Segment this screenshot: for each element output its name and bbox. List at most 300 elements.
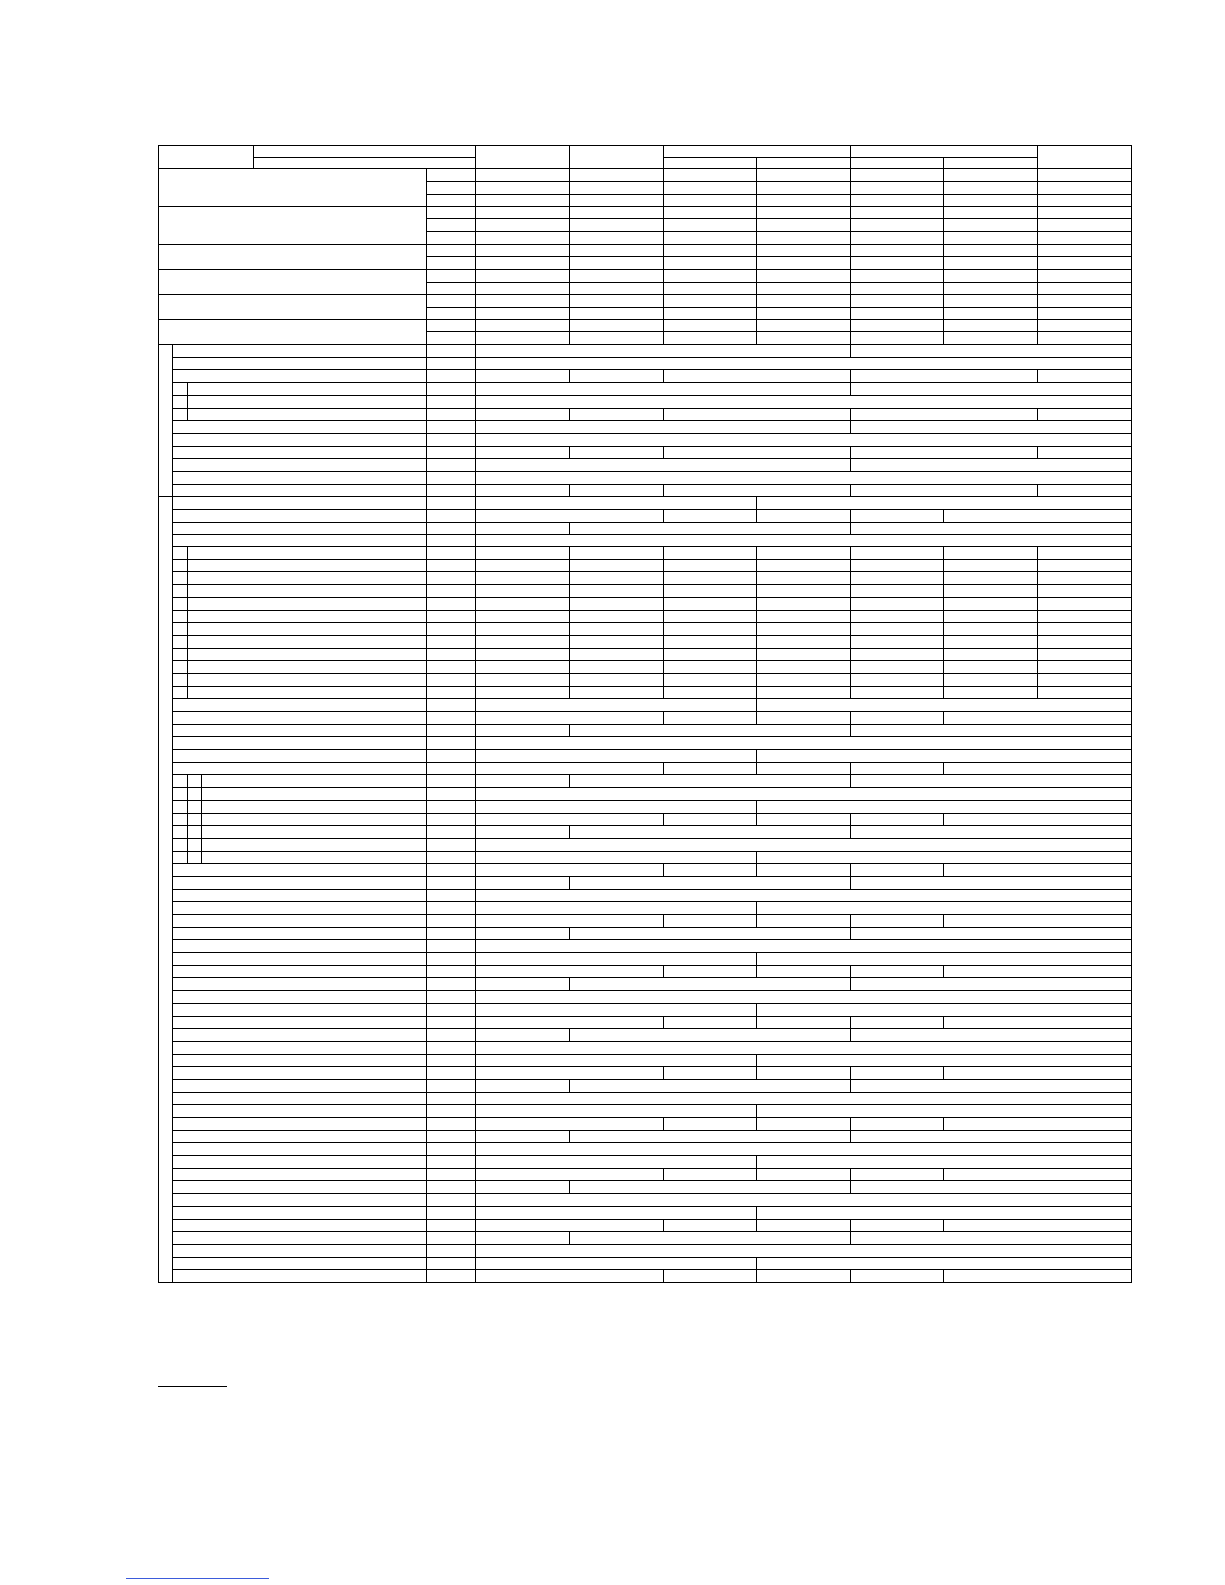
perf-label [158, 269, 427, 295]
subgroup-edge [172, 584, 188, 598]
value-cell [1037, 571, 1132, 585]
value-cell [1037, 231, 1132, 245]
value-cell [475, 774, 570, 788]
spec-label [187, 584, 427, 598]
unit-cell [426, 1142, 476, 1156]
value-cell [475, 901, 757, 915]
value-cell [475, 509, 664, 523]
subgroup-edge [187, 825, 202, 839]
spec-label [187, 546, 427, 560]
section-indoor [158, 344, 173, 497]
spec-label [172, 496, 427, 510]
unit-cell [426, 168, 476, 182]
subgroup-edge [172, 597, 188, 611]
value-cell [943, 509, 1132, 523]
value-cell [475, 977, 570, 991]
unit-cell [426, 1180, 476, 1194]
unit-cell [426, 838, 476, 852]
perf-label [158, 319, 427, 345]
value-cell [756, 800, 1132, 814]
spec-label [172, 901, 427, 915]
spec-label [187, 660, 427, 674]
spec-label [172, 1244, 427, 1258]
unit-cell [426, 1003, 476, 1017]
unit-cell [426, 1117, 476, 1131]
subgroup-edge [187, 774, 202, 788]
value-cell [756, 1003, 1132, 1017]
spec-label [172, 1142, 427, 1156]
value-cell [756, 231, 851, 245]
subgroup-edge [172, 825, 188, 839]
unit-cell [426, 698, 476, 712]
value-cell [475, 218, 570, 232]
value-cell [756, 1155, 1132, 1169]
value-cell [569, 977, 851, 991]
value-cell [569, 369, 664, 383]
value-cell [850, 711, 944, 725]
value-cell [663, 256, 757, 270]
value-cell [1037, 597, 1132, 611]
value-cell [943, 181, 1038, 195]
subgroup-edge [172, 635, 188, 649]
unit-cell [426, 749, 476, 763]
subgroup-edge [172, 800, 188, 814]
value-cell [943, 863, 1132, 877]
value-cell [475, 1193, 1132, 1207]
spec-label [172, 1104, 427, 1118]
value-cell [663, 168, 757, 182]
value-cell [663, 863, 757, 877]
value-cell [475, 1117, 664, 1131]
spec-label [201, 787, 427, 801]
spec-label [172, 433, 427, 447]
value-cell [850, 673, 944, 687]
value-cell [850, 382, 1132, 396]
value-cell [475, 584, 570, 598]
value-cell [475, 1231, 570, 1245]
unit-cell [426, 231, 476, 245]
value-cell [475, 711, 664, 725]
unit-cell [426, 1193, 476, 1207]
spec-label [172, 1028, 427, 1042]
value-cell [756, 914, 851, 928]
value-cell [943, 294, 1038, 308]
value-cell [663, 622, 757, 636]
unit-cell [426, 774, 476, 788]
value-cell [663, 597, 757, 611]
unit-cell [426, 635, 476, 649]
value-cell [850, 1079, 1132, 1093]
subgroup-edge [172, 774, 188, 788]
value-cell [850, 1117, 944, 1131]
value-cell [569, 1231, 851, 1245]
value-cell [475, 736, 1132, 750]
unit-cell [426, 1231, 476, 1245]
value-cell [756, 698, 1132, 712]
value-cell [943, 269, 1038, 283]
value-cell [850, 458, 1132, 472]
spec-label [172, 1041, 427, 1055]
value-cell [475, 1244, 1132, 1258]
value-cell [943, 711, 1132, 725]
value-cell [663, 331, 757, 345]
subgroup-edge [172, 660, 188, 674]
unit-cell [426, 876, 476, 890]
value-cell [663, 546, 757, 560]
value-cell [850, 1028, 1132, 1042]
value-cell [569, 571, 664, 585]
value-cell [569, 635, 664, 649]
value-cell [1037, 168, 1132, 182]
spec-label [172, 863, 427, 877]
value-cell [1037, 256, 1132, 270]
subgroup-edge [172, 673, 188, 687]
spec-label [172, 344, 427, 358]
value-cell [475, 168, 570, 182]
value-cell [475, 863, 664, 877]
value-cell [569, 231, 664, 245]
value-cell [663, 509, 757, 523]
unit-cell [426, 344, 476, 358]
value-cell [569, 660, 664, 674]
unit-cell [426, 433, 476, 447]
value-cell [475, 1142, 1132, 1156]
value-cell [569, 546, 664, 560]
value-cell [475, 1206, 757, 1220]
value-cell [756, 181, 851, 195]
spec-label [172, 1206, 427, 1220]
value-cell [663, 1066, 757, 1080]
value-cell [569, 622, 664, 636]
value-cell [475, 990, 1132, 1004]
subgroup-edge [172, 838, 188, 852]
value-cell [475, 1155, 757, 1169]
value-cell [756, 597, 851, 611]
value-cell [756, 584, 851, 598]
value-cell [756, 711, 851, 725]
value-cell [569, 876, 851, 890]
unit-cell [426, 939, 476, 953]
value-cell [756, 269, 851, 283]
value-cell [756, 1206, 1132, 1220]
value-cell [756, 571, 851, 585]
value-cell [1037, 369, 1132, 383]
value-cell [850, 635, 944, 649]
value-cell [756, 1066, 851, 1080]
value-cell [475, 382, 851, 396]
unit-cell [426, 269, 476, 283]
unit-cell [426, 256, 476, 270]
spec-label [172, 1155, 427, 1169]
value-cell [756, 749, 1132, 763]
value-cell [850, 1066, 944, 1080]
value-cell [850, 546, 944, 560]
unit-cell [426, 471, 476, 485]
value-cell [850, 977, 1132, 991]
spec-label [187, 597, 427, 611]
header-col-1 [475, 145, 570, 169]
value-cell [850, 369, 1038, 383]
value-cell [943, 597, 1038, 611]
unit-cell [426, 1028, 476, 1042]
value-cell [663, 1269, 757, 1283]
unit-cell [426, 395, 476, 409]
value-cell [850, 597, 944, 611]
spec-label [172, 1003, 427, 1017]
unit-cell [426, 1155, 476, 1169]
perf-label [158, 244, 427, 270]
value-cell [1037, 331, 1132, 345]
subgroup-edge [172, 546, 188, 560]
value-cell [569, 218, 664, 232]
value-cell [475, 1041, 1132, 1055]
value-cell [663, 181, 757, 195]
unit-cell [426, 1244, 476, 1258]
value-cell [850, 256, 944, 270]
perf-label [158, 294, 427, 320]
value-cell [850, 914, 944, 928]
value-cell [475, 660, 570, 674]
value-cell [756, 496, 1132, 510]
value-cell [850, 571, 944, 585]
value-cell [756, 1104, 1132, 1118]
value-cell [475, 939, 1132, 953]
value-cell [943, 635, 1038, 649]
value-cell [943, 331, 1038, 345]
value-cell [663, 584, 757, 598]
value-cell [1037, 181, 1132, 195]
value-cell [475, 698, 757, 712]
unit-cell [426, 673, 476, 687]
header-corner [158, 145, 254, 169]
value-cell [850, 344, 1132, 358]
value-cell [475, 673, 570, 687]
unit-cell [426, 736, 476, 750]
value-cell [1037, 673, 1132, 687]
value-cell [756, 168, 851, 182]
spec-label [172, 914, 427, 928]
spec-label [201, 774, 427, 788]
subgroup-edge [172, 787, 188, 801]
unit-cell [426, 1206, 476, 1220]
value-cell [850, 181, 944, 195]
value-cell [943, 622, 1038, 636]
value-cell [475, 1003, 757, 1017]
spec-label [172, 711, 427, 725]
spec-label [187, 395, 427, 409]
perf-label [158, 168, 427, 207]
value-cell [1037, 635, 1132, 649]
value-cell [943, 168, 1038, 182]
value-cell [569, 1028, 851, 1042]
value-cell [1037, 546, 1132, 560]
value-cell [756, 218, 851, 232]
value-cell [943, 546, 1038, 560]
value-cell [850, 218, 944, 232]
value-cell [1037, 218, 1132, 232]
spec-label [187, 382, 427, 396]
value-cell [663, 711, 757, 725]
header-col-7 [1037, 145, 1132, 169]
value-cell [475, 876, 570, 890]
value-cell [1037, 660, 1132, 674]
value-cell [756, 294, 851, 308]
value-cell [475, 269, 570, 283]
value-cell [756, 1117, 851, 1131]
value-cell [850, 168, 944, 182]
unit-cell [426, 787, 476, 801]
unit-cell [426, 509, 476, 523]
unit-cell [426, 622, 476, 636]
value-cell [1037, 294, 1132, 308]
value-cell [850, 509, 944, 523]
value-cell [569, 774, 851, 788]
unit-cell [426, 977, 476, 991]
value-cell [850, 1231, 1132, 1245]
value-cell [475, 420, 851, 434]
spec-label [172, 1117, 427, 1131]
value-cell [850, 294, 944, 308]
value-cell [475, 1104, 757, 1118]
value-cell [943, 1066, 1132, 1080]
value-cell [943, 914, 1132, 928]
value-cell [756, 660, 851, 674]
perf-label [158, 206, 427, 245]
unit-cell [426, 369, 476, 383]
subgroup-edge [172, 571, 188, 585]
value-cell [475, 1079, 570, 1093]
spec-label [172, 1269, 427, 1283]
spec-label [187, 571, 427, 585]
unit-cell [426, 800, 476, 814]
value-cell [756, 901, 1132, 915]
value-cell [943, 218, 1038, 232]
value-cell [1037, 584, 1132, 598]
value-cell [756, 863, 851, 877]
value-cell [475, 331, 570, 345]
footer-link-underline [126, 1578, 269, 1579]
unit-cell [426, 496, 476, 510]
unit-cell [426, 825, 476, 839]
unit-cell [426, 952, 476, 966]
unit-cell [426, 1066, 476, 1080]
value-cell [569, 168, 664, 182]
value-cell [475, 458, 851, 472]
value-cell [569, 597, 664, 611]
value-cell [943, 231, 1038, 245]
value-cell [756, 546, 851, 560]
value-cell [943, 673, 1038, 687]
value-cell [943, 584, 1038, 598]
value-cell [475, 1269, 664, 1283]
value-cell [663, 673, 757, 687]
unit-cell [426, 382, 476, 396]
unit-cell [426, 914, 476, 928]
value-cell [475, 749, 757, 763]
value-cell [475, 571, 570, 585]
spec-label [172, 698, 427, 712]
spec-label [172, 952, 427, 966]
header-col-2 [569, 145, 664, 169]
value-cell [569, 331, 664, 345]
value-cell [850, 331, 944, 345]
spec-label [201, 825, 427, 839]
unit-cell [426, 571, 476, 585]
unit-cell [426, 1079, 476, 1093]
value-cell [756, 673, 851, 687]
unit-cell [426, 597, 476, 611]
spec-label [172, 458, 427, 472]
value-cell [663, 571, 757, 585]
value-cell [663, 269, 757, 283]
spec-label [172, 1231, 427, 1245]
spec-label [172, 471, 427, 485]
subgroup-edge [172, 622, 188, 636]
subgroup-edge [187, 800, 202, 814]
value-cell [475, 1028, 570, 1042]
value-cell [569, 181, 664, 195]
value-cell [663, 635, 757, 649]
value-cell [850, 825, 1132, 839]
value-cell [663, 294, 757, 308]
value-cell [850, 231, 944, 245]
value-cell [475, 256, 570, 270]
unit-cell [426, 1041, 476, 1055]
value-cell [850, 863, 944, 877]
value-cell [756, 509, 851, 523]
spec-label [201, 838, 427, 852]
value-cell [943, 571, 1038, 585]
value-cell [756, 1269, 851, 1283]
value-cell [475, 433, 1132, 447]
value-cell [475, 369, 570, 383]
value-cell [850, 584, 944, 598]
unit-cell [426, 458, 476, 472]
unit-cell [426, 863, 476, 877]
unit-cell [426, 584, 476, 598]
value-cell [756, 622, 851, 636]
value-cell [850, 660, 944, 674]
unit-cell [426, 711, 476, 725]
spec-label [172, 369, 427, 383]
value-cell [475, 1180, 570, 1194]
value-cell [569, 256, 664, 270]
value-cell [569, 294, 664, 308]
spec-label [172, 939, 427, 953]
value-cell [943, 256, 1038, 270]
spec-label [172, 509, 427, 523]
unit-cell [426, 990, 476, 1004]
subgroup-edge [172, 395, 188, 409]
unit-cell [426, 546, 476, 560]
value-cell [475, 546, 570, 560]
value-cell [943, 1117, 1132, 1131]
value-cell [663, 369, 851, 383]
value-cell [663, 218, 757, 232]
unit-cell [426, 1269, 476, 1283]
value-cell [475, 496, 757, 510]
value-cell [850, 774, 1132, 788]
spec-label [172, 1180, 427, 1194]
spec-label [172, 736, 427, 750]
value-cell [475, 395, 1132, 409]
value-cell [475, 597, 570, 611]
value-cell [475, 635, 570, 649]
value-cell [663, 660, 757, 674]
value-cell [569, 1180, 851, 1194]
spec-label [187, 673, 427, 687]
spec-label [172, 876, 427, 890]
